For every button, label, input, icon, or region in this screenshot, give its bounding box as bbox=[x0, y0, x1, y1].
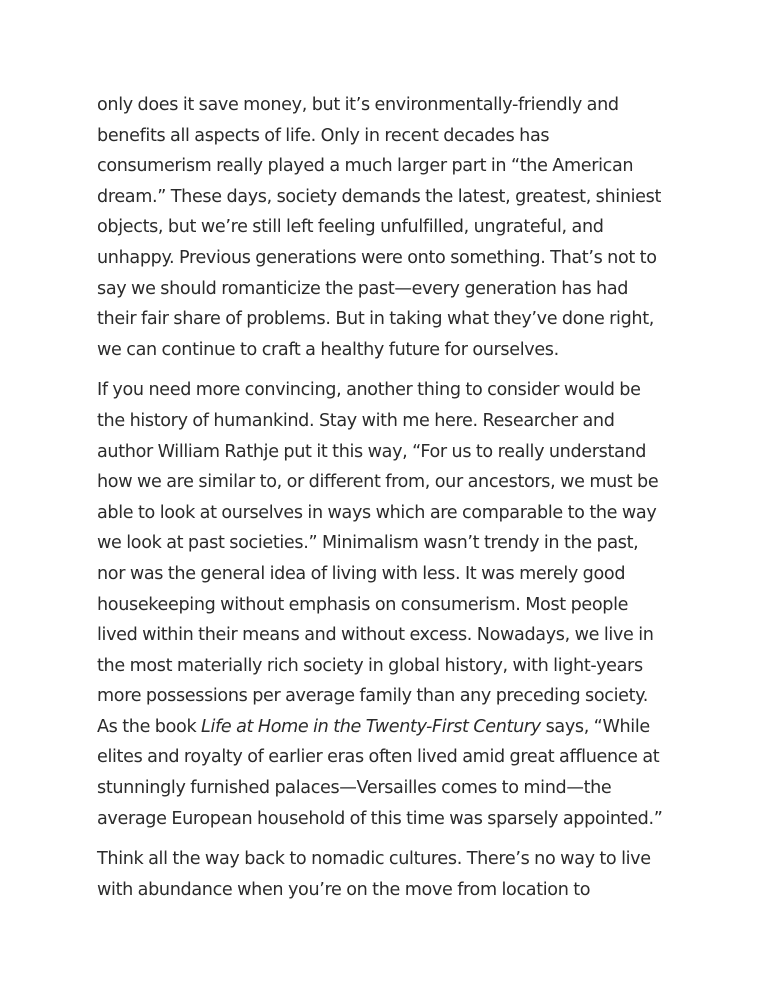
text-line: unhappy. Previous generations were onto something. That’s not to bbox=[97, 247, 657, 268]
text-line: the history of humankind. Stay with me here. Researcher and bbox=[97, 410, 615, 431]
document-page bbox=[97, 90, 685, 915]
text-line: consumerism really played a much larger part in “the American bbox=[97, 156, 634, 177]
text-line: we look at past societies.” Minimalism wasn’t trendy in the past, bbox=[97, 533, 639, 554]
text-line: the most materially rich society in global history, with light-years bbox=[97, 655, 643, 676]
text-line: more possessions per average family than any preceding society. bbox=[97, 686, 648, 707]
paragraph-history bbox=[97, 375, 685, 834]
paragraph-consumerism bbox=[97, 90, 685, 365]
text-line: we can continue to craft a healthy future for ourselves. bbox=[97, 339, 559, 360]
text-line: their fair share of problems. But in taking what they’ve done right, bbox=[97, 309, 654, 330]
text-line: average European household of this time was sparsely appointed.” bbox=[97, 808, 663, 829]
paragraph-nomadic bbox=[97, 844, 685, 905]
book-title: Life at Home in the Twenty-First Century bbox=[201, 716, 541, 737]
text-line: lived within their means and without excess. Nowadays, we live in bbox=[97, 625, 654, 646]
text-line: dream.” These days, society demands the latest, greatest, shiniest bbox=[97, 186, 662, 207]
text-line: with abundance when you’re on the move from location to bbox=[97, 879, 591, 900]
text-line: benefits all aspects of life. Only in recent decades has bbox=[97, 125, 550, 146]
text-line: objects, but we’re still left feeling unfulfilled, ungrateful, and bbox=[97, 217, 604, 238]
text-line: author William Rathje put it this way, “For us to really understand bbox=[97, 441, 647, 462]
text-line-book-reference bbox=[97, 712, 685, 743]
text-line: nor was the general idea of living with less. It was merely good bbox=[97, 563, 626, 584]
text-line: Think all the way back to nomadic cultures. There’s no way to live bbox=[97, 849, 651, 870]
text-line: If you need more convincing, another thing to consider would be bbox=[97, 380, 641, 401]
text-line: housekeeping without emphasis on consumerism. Most people bbox=[97, 594, 629, 615]
book-line-suffix: says, “While bbox=[540, 716, 650, 737]
book-line-prefix: As the book bbox=[97, 716, 202, 737]
text-line: elites and royalty of earlier eras often lived amid great affluence at bbox=[97, 747, 660, 768]
text-line: stunningly furnished palaces—Versailles comes to mind—the bbox=[97, 778, 612, 799]
text-line: only does it save money, but it’s environmentally-friendly and bbox=[97, 95, 619, 115]
text-line: say we should romanticize the past—every generation has had bbox=[97, 278, 629, 299]
text-line: able to look at ourselves in ways which are comparable to the way bbox=[97, 502, 657, 523]
text-line: how we are similar to, or different from, our ancestors, we must be bbox=[97, 472, 659, 493]
